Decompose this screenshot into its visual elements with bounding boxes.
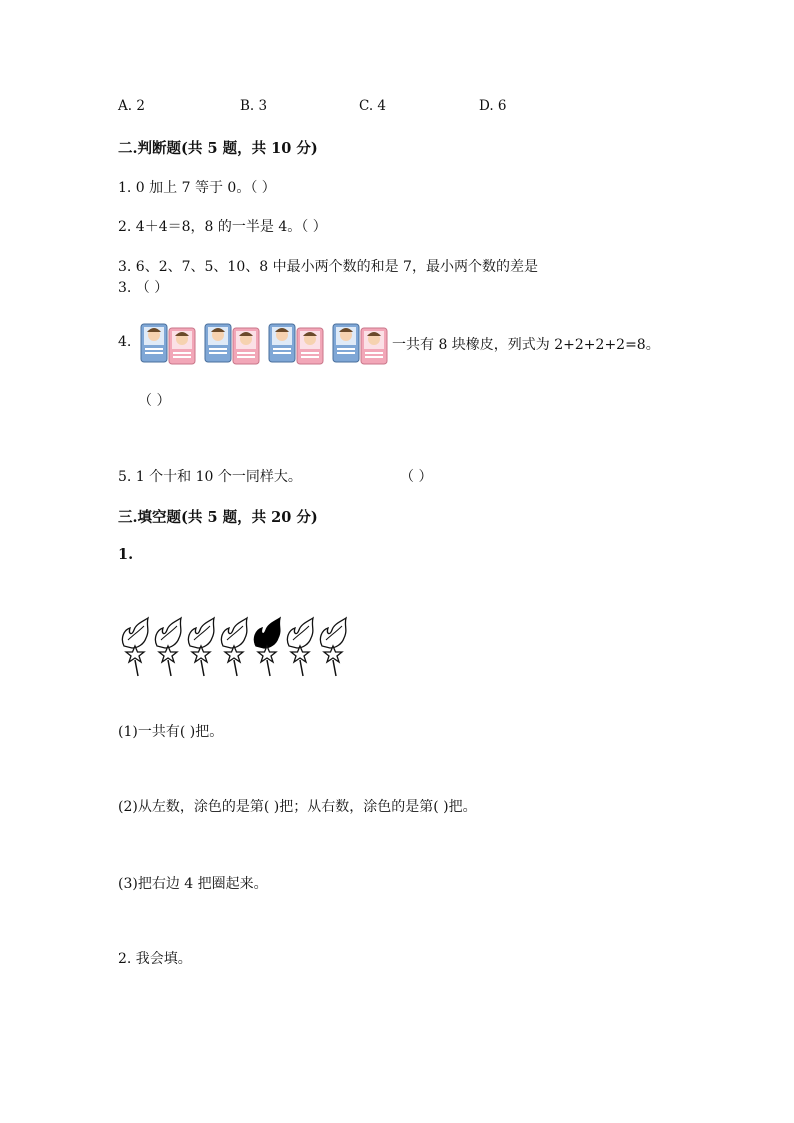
option-d: D. 6 [479, 98, 507, 114]
judge-q2: 2. 4＋4＝8，8 的一半是 4。（ ） [118, 219, 327, 235]
option-a: A. 2 [118, 98, 145, 114]
torch-icon [217, 616, 251, 678]
eraser-pair-icon [203, 318, 263, 368]
fill-q2: 2. 我会填。 [118, 951, 192, 967]
judge-q4-number: 4. [118, 334, 132, 350]
judge-q5: 5. 1 个十和 10 个一同样大。 [118, 469, 302, 485]
eraser-pair-icon [139, 318, 199, 368]
eraser-pair-icon [331, 318, 391, 368]
fill-q1-number: 1. [118, 546, 134, 563]
judge-q4-answer-paren: （ ） [138, 393, 171, 409]
torch-icon [151, 616, 185, 678]
section2-title: 二.判断题(共 5 题，共 10 分) [118, 140, 318, 157]
judge-q3-line1: 3. 6、2、7、5、10、8 中最小两个数的和是 7，最小两个数的差是 [118, 259, 538, 275]
torch-icon [184, 616, 218, 678]
judge-q4-text: 一共有 8 块橡皮，列式为 2+2+2+2=8。 [392, 337, 660, 353]
fill-q1-sub3: (3)把右边 4 把圈起来。 [118, 876, 268, 892]
torch-icon [316, 616, 350, 678]
torch-icon-shaded [250, 616, 284, 678]
judge-q5-answer-paren: （ ） [400, 469, 433, 485]
option-b: B. 3 [240, 98, 268, 114]
section3-title: 三.填空题(共 5 题，共 20 分) [118, 509, 318, 526]
eraser-pair-icon [267, 318, 327, 368]
option-c: C. 4 [359, 98, 387, 114]
fill-q1-sub2: (2)从左数，涂色的是第( )把；从右数，涂色的是第( )把。 [118, 799, 477, 815]
torch-icon [118, 616, 152, 678]
eraser-illustration [139, 318, 391, 368]
judge-q3-line2: 3. （ ） [118, 280, 169, 296]
torch-icon [283, 616, 317, 678]
fill-q1-sub1: (1)一共有( )把。 [118, 724, 224, 740]
torch-illustration [118, 616, 350, 678]
judge-q1: 1. 0 加上 7 等于 0。（ ） [118, 180, 276, 196]
